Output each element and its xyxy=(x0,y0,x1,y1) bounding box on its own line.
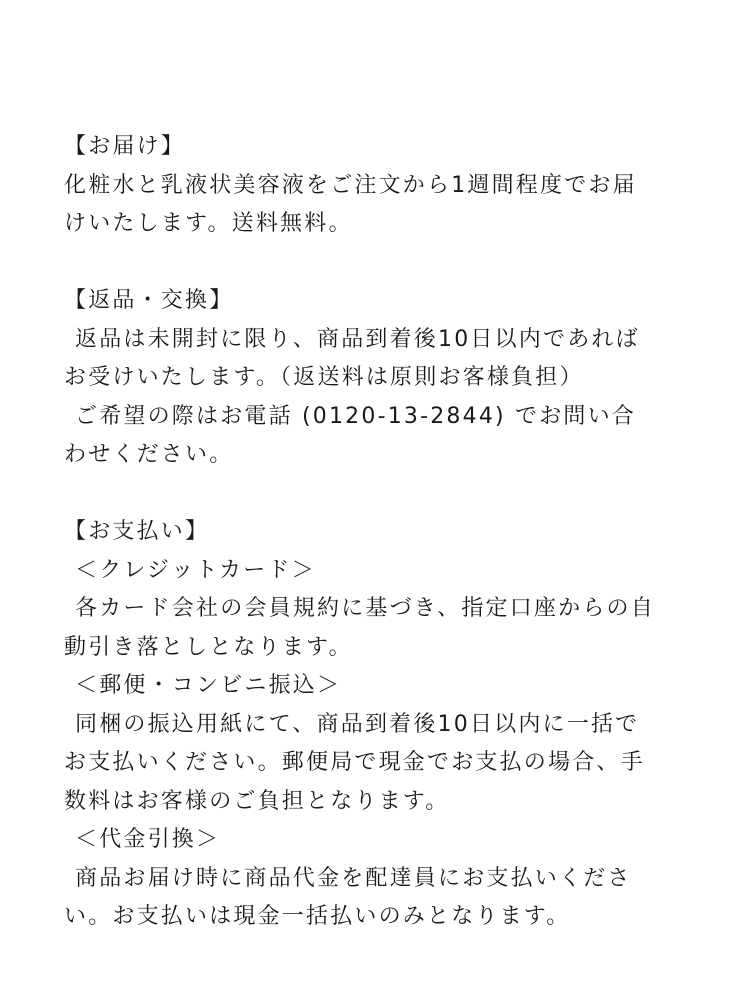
delivery-heading: 【お届け】 xyxy=(64,134,186,159)
credit-card-text-line: 各カード会社の会員規約に基づき、指定口座からの自 xyxy=(75,596,655,621)
postal-convenience-text-line: お支払いください。郵便局で現金でお支払の場合、手 xyxy=(64,750,645,775)
returns-text-line: わせください。 xyxy=(64,442,234,467)
cod-text-line: 商品お届け時に商品代金を配達員にお支払いくださ xyxy=(75,865,632,891)
section-spacer xyxy=(64,475,694,514)
postal-convenience-subheading: ＜郵便・コンビニ振込＞ xyxy=(75,673,342,698)
postal-convenience-text-line: 数料はお客様のご負担となります。 xyxy=(64,788,450,814)
returns-contact-line: ご希望の際はお電話 (0120-13-2844) でお問い合 xyxy=(75,403,637,429)
credit-card-text-line: 動引き落としとなります。 xyxy=(64,634,353,660)
returns-heading: 【返品・交換】 xyxy=(64,288,234,313)
returns-text-line: 返品は未開封に限り、商品到着後10日以内であれば xyxy=(75,326,640,352)
delivery-text-line: 化粧水と乳液状美容液をご注文から1週間程度でお届 xyxy=(64,172,637,198)
cod-text-line: い。お支払いは現金一括払いのみとなります。 xyxy=(64,904,571,929)
policy-document xyxy=(64,128,694,937)
delivery-section xyxy=(64,128,694,244)
section-spacer xyxy=(64,244,694,283)
returns-text-line: お受けいたします。（返送料は原則お客様負担） xyxy=(64,365,584,390)
delivery-text-line: けいたします。送料無料。 xyxy=(64,211,353,236)
cod-subheading: ＜代金引換＞ xyxy=(75,827,221,852)
credit-card-subheading: ＜クレジットカード＞ xyxy=(75,557,316,583)
returns-section xyxy=(64,282,694,475)
payment-section xyxy=(64,513,694,937)
postal-convenience-text-line: 同梱の振込用紙にて、商品到着後10日以内に一括で xyxy=(75,711,640,737)
payment-heading: 【お支払い】 xyxy=(64,519,210,544)
